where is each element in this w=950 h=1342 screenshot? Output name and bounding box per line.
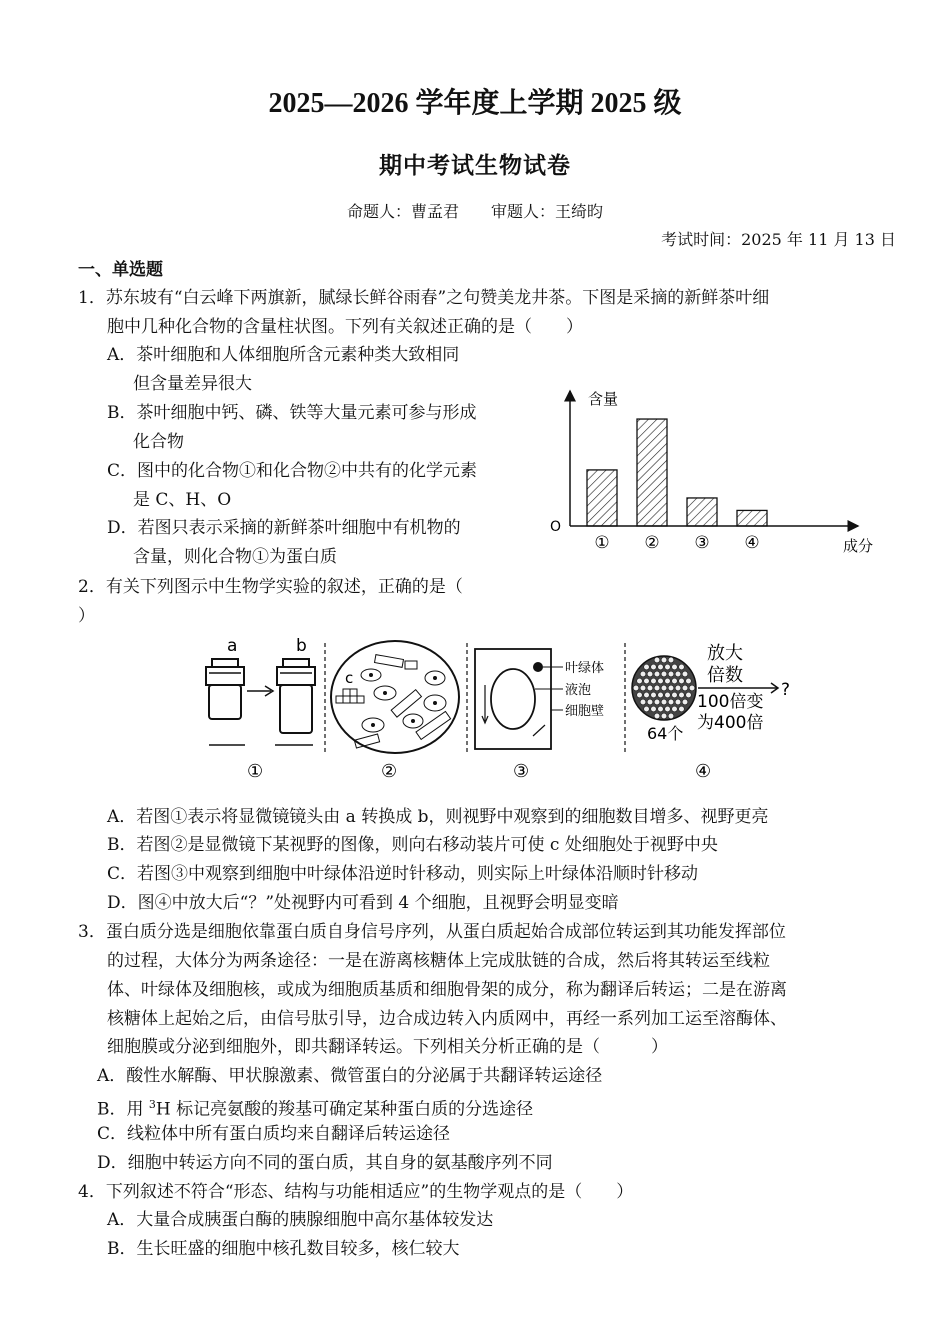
section-heading: 一、单选题 [78,260,163,280]
fig-num-3: ③ [513,761,530,782]
field-of-view-figure [331,641,467,782]
bar-2 [637,419,667,526]
q1-option-c: C．图中的化合物①和化合物②中共有的化学元素 [107,461,478,481]
q4-option-a: A．大量合成胰蛋白酶的胰腺细胞中高尔基体较发达 [107,1210,494,1230]
q1-stem-line1: 1．苏东坡有“白云峰下两旗新，腻绿长鲜谷雨春”之句赞美龙井茶。下图是采摘的新鲜茶叶细 [78,288,770,308]
category-label-1: ① [594,533,610,553]
q2-option-d: D．图④中放大后“？”处视野内可看到 4 个细胞，且视野会明显变暗 [107,893,619,913]
magnify-text-2: 倍数 [707,665,743,686]
q2-option-c: C．若图③中观察到细胞中叶绿体沿逆时针移动，则实际上叶绿体沿顺时针移动 [107,864,699,884]
objective-lens-figure [206,636,325,782]
category-label-3: ③ [694,533,710,553]
q1-option-a: A．茶叶细胞和人体细胞所含元素种类大致相同 [107,345,460,365]
label-vacuole: 液泡 [565,683,592,698]
plant-cell-figure [475,643,625,782]
magnify-text-4: 为400倍 [697,713,764,733]
q3-stem-line4: 核糖体上起始之后，由信号肽引导，边合成边转入内质网中，再经一系列加工运至溶酶体、 [107,1009,787,1029]
q1-option-d-cont: 含量，则化合物①为蛋白质 [133,547,337,567]
q1-option-d: D．若图只表示采摘的新鲜茶叶细胞中有机物的 [107,518,461,538]
category-label-2: ② [644,533,660,553]
fig-num-2: ② [381,761,398,782]
label-c: c [345,669,354,687]
q3-stem-line2: 的过程，大体分为两条途径：一是在游离核糖体上完成肽链的合成，然后将其转运至线粒 [107,951,770,971]
q3-stem-line3: 体、叶绿体及细胞核，或成为细胞质基质和细胞骨架的成分，称为翻译后转运；二是在游离 [107,980,787,1000]
q2-stem-line2: ） [78,606,95,626]
magnify-text-1: 放大 [707,643,743,664]
q2-figure [195,633,795,785]
q4-stem: 4．下列叙述不符合“形态、结构与功能相适应”的生物学观点的是（ ） [78,1182,634,1202]
category-label-4: ④ [744,533,760,553]
label-b: b [296,636,307,656]
question-mark: ? [781,680,791,700]
fig-num-1: ① [247,761,264,782]
authors-line: 命题人：曹孟君 审题人：王绮昀 [346,202,603,221]
q3-option-b-text: H 标记亮氨酸的羧基可确定某种蛋白质的分选途径 [155,1099,534,1120]
compound-content-bar-chart [540,383,890,563]
q1-option-c-cont: 是 C、H、O [133,490,232,510]
q1-option-b: B．茶叶细胞中钙、磷、铁等大量元素可参与形成 [107,403,477,423]
q3-option-b-prefix: B．用 [97,1099,149,1120]
q2-stem-line1: 2．有关下列图示中生物学实验的叙述，正确的是（ [78,577,463,597]
q3-stem-line5: 细胞膜或分泌到细胞外，即共翻译转运。下列相关分析正确的是（ ） [107,1037,668,1057]
label-chloroplast: 叶绿体 [565,661,605,676]
exam-date: 考试时间：2025 年 11 月 13 日 [661,230,896,249]
label-cell-wall: 细胞壁 [565,704,605,719]
q3-option-b-superscript: 3 [148,1098,156,1111]
q4-option-b: B．生长旺盛的细胞中核孔数目较多，核仁较大 [107,1239,460,1259]
q2-option-b: B．若图②是显微镜下某视野的图像，则向右移动装片可使 c 处细胞处于视野中央 [107,835,718,855]
q3-option-b [97,1094,533,1121]
exam-title: 2025—2026 学年度上学期 2025 级 [268,88,682,119]
cell-count: 64个 [647,724,684,743]
fig-num-4: ④ [695,761,712,782]
q3-stem-line1: 3．蛋白质分选是细胞依靠蛋白质自身信号序列，从蛋白质起始合成部位转运到其功能发挥部位 [78,922,786,942]
q1-option-b-cont: 化合物 [133,432,184,452]
bar-4 [737,510,767,526]
origin-label: O [550,519,562,535]
q2-option-a: A．若图①表示将显微镜镜头由 a 转换成 b，则视野中观察到的细胞数目增多、视野更亮 [107,807,769,827]
x-axis-label: 成分 [843,537,874,555]
label-a: a [227,636,238,656]
q3-option-a: A．酸性水解酶、甲状腺激素、微管蛋白的分泌属于共翻译转运途径 [97,1066,603,1086]
bar-1 [587,470,617,526]
q3-option-c: C．线粒体中所有蛋白质均来自翻译后转运途径 [97,1124,451,1144]
bar-series [587,419,767,553]
y-axis-label: 含量 [588,390,619,408]
magnify-text-3: 100倍变 [697,692,764,712]
q3-option-d: D．细胞中转运方向不同的蛋白质，其自身的氨基酸序列不同 [97,1153,553,1173]
exam-subtitle: 期中考试生物试卷 [379,152,571,179]
q1-stem-line2: 胞中几种化合物的含量柱状图。下列有关叙述正确的是（ ） [107,317,583,337]
magnification-figure [632,643,790,782]
bar-3 [687,498,717,526]
q1-option-a-cont: 但含量差异很大 [133,374,252,394]
